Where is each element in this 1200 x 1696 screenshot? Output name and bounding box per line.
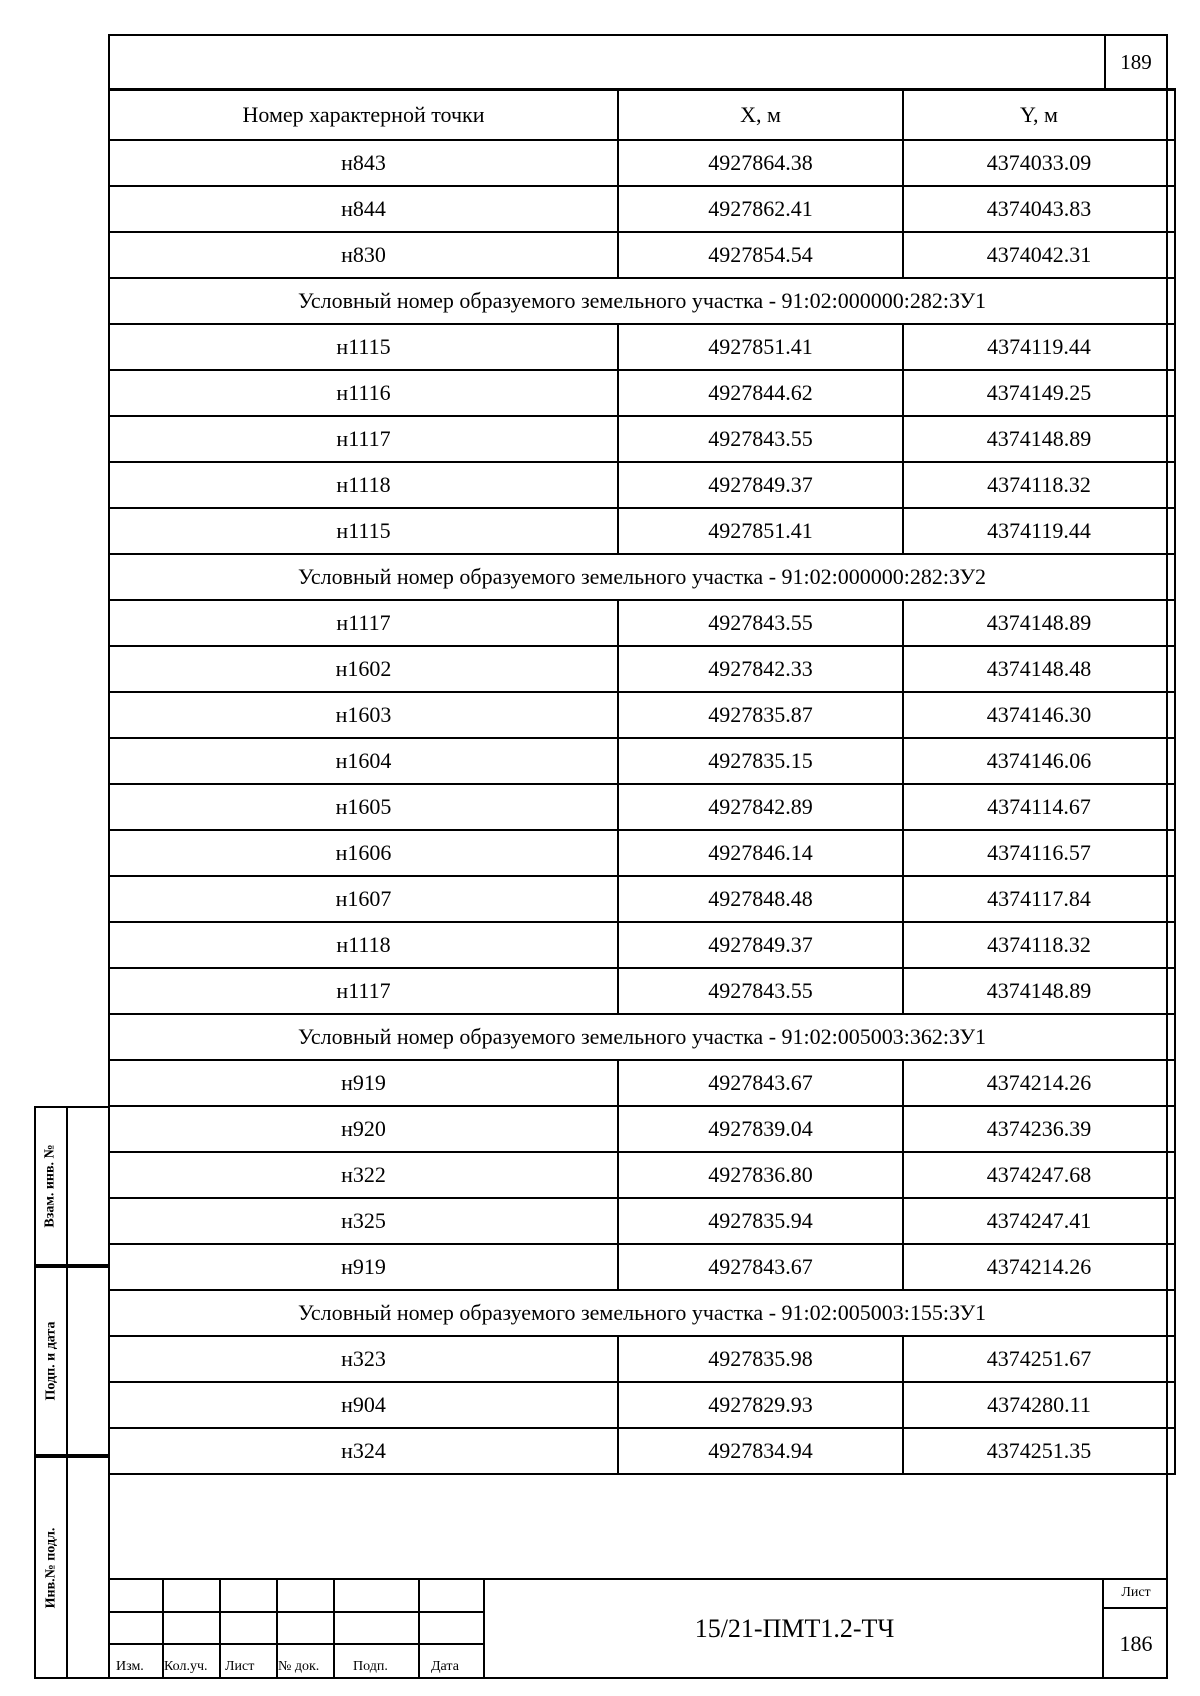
y-coord-cell: 4374118.32 — [903, 462, 1175, 508]
x-coord-cell: 4927834.94 — [618, 1428, 903, 1474]
x-coord-cell: 4927843.67 — [618, 1060, 903, 1106]
point-id-cell: н1602 — [109, 646, 618, 692]
x-coord-cell: 4927835.94 — [618, 1198, 903, 1244]
point-id-cell: н1115 — [109, 324, 618, 370]
stamp-col-doc: № док. — [278, 1659, 320, 1674]
y-coord-cell: 4374148.89 — [903, 600, 1175, 646]
x-coord-cell: 4927851.41 — [618, 324, 903, 370]
y-coord-cell: 4374251.35 — [903, 1428, 1175, 1474]
table-row — [109, 462, 1175, 508]
x-coord-cell: 4927844.62 — [618, 370, 903, 416]
table-row — [109, 232, 1175, 278]
sheet-box — [1102, 1579, 1168, 1679]
y-coord-cell: 4374214.26 — [903, 1244, 1175, 1290]
table-row — [109, 324, 1175, 370]
x-coord-cell: 4927835.15 — [618, 738, 903, 784]
point-id-cell: н1606 — [109, 830, 618, 876]
section-title: Условный номер образуемого земельного участка - 91:02:000000:282:ЗУ1 — [109, 278, 1175, 324]
x-coord-cell: 4927843.55 — [618, 600, 903, 646]
sheet-label: Лист — [1104, 1579, 1168, 1609]
table-row — [109, 830, 1175, 876]
section-title: Условный номер образуемого земельного участка - 91:02:005003:155:ЗУ1 — [109, 1290, 1175, 1336]
side-label-replacement-inv: Взам. инв. № — [43, 1144, 59, 1228]
x-coord-cell: 4927843.55 — [618, 416, 903, 462]
point-id-cell: н323 — [109, 1336, 618, 1382]
x-coord-cell: 4927849.37 — [618, 922, 903, 968]
stamp-col-change: Изм. — [116, 1659, 144, 1674]
point-id-cell: н1605 — [109, 784, 618, 830]
table-header-row — [109, 90, 1175, 141]
y-coord-cell: 4374149.25 — [903, 370, 1175, 416]
point-id-cell: н1115 — [109, 508, 618, 554]
y-coord-cell: 4374280.11 — [903, 1382, 1175, 1428]
table-row — [109, 738, 1175, 784]
header-point-number: Номер характерной точки — [109, 90, 618, 141]
page-number: 189 — [1104, 34, 1168, 90]
x-coord-cell: 4927851.41 — [618, 508, 903, 554]
header-x: X, м — [618, 90, 903, 141]
x-coord-cell: 4927849.37 — [618, 462, 903, 508]
title-block — [108, 1579, 1168, 1679]
table-row — [109, 508, 1175, 554]
y-coord-cell: 4374148.89 — [903, 416, 1175, 462]
table-body — [109, 140, 1175, 1474]
x-coord-cell: 4927848.48 — [618, 876, 903, 922]
x-coord-cell: 4927843.67 — [618, 1244, 903, 1290]
point-id-cell: н1607 — [109, 876, 618, 922]
y-coord-cell: 4374116.57 — [903, 830, 1175, 876]
side-label-original-inv: Инв.№ подл. — [43, 1527, 58, 1608]
y-coord-cell: 4374118.32 — [903, 922, 1175, 968]
point-id-cell: н322 — [109, 1152, 618, 1198]
section-title: Условный номер образуемого земельного участка - 91:02:005003:362:ЗУ1 — [109, 1014, 1175, 1060]
x-coord-cell: 4927842.33 — [618, 646, 903, 692]
y-coord-cell: 4374117.84 — [903, 876, 1175, 922]
y-coord-cell: 4374119.44 — [903, 508, 1175, 554]
point-id-cell: н324 — [109, 1428, 618, 1474]
x-coord-cell: 4927862.41 — [618, 186, 903, 232]
section-row — [109, 278, 1175, 324]
x-coord-cell: 4927836.80 — [618, 1152, 903, 1198]
side-label-sign-date: Подп. и дата — [43, 1321, 58, 1401]
x-coord-cell: 4927835.87 — [618, 692, 903, 738]
table-row — [109, 140, 1175, 186]
x-coord-cell: 4927843.55 — [618, 968, 903, 1014]
stamp-col-date: Дата — [431, 1659, 459, 1674]
table-row — [109, 784, 1175, 830]
x-coord-cell: 4927829.93 — [618, 1382, 903, 1428]
table-row — [109, 1198, 1175, 1244]
stamp-col-sheet: Лист — [225, 1659, 255, 1674]
table-row — [109, 186, 1175, 232]
y-coord-cell: 4374251.67 — [903, 1336, 1175, 1382]
y-coord-cell: 4374247.41 — [903, 1198, 1175, 1244]
point-id-cell: н1117 — [109, 968, 618, 1014]
point-id-cell: н1118 — [109, 922, 618, 968]
table-row — [109, 876, 1175, 922]
y-coord-cell: 4374114.67 — [903, 784, 1175, 830]
section-row — [109, 1290, 1175, 1336]
point-id-cell: н1116 — [109, 370, 618, 416]
y-coord-cell: 4374148.48 — [903, 646, 1175, 692]
point-id-cell: н830 — [109, 232, 618, 278]
side-box-sign-date — [34, 1266, 108, 1456]
table-row — [109, 692, 1175, 738]
side-box-replacement-inv — [34, 1106, 108, 1266]
y-coord-cell: 4374214.26 — [903, 1060, 1175, 1106]
y-coord-cell: 4374236.39 — [903, 1106, 1175, 1152]
table-row — [109, 1152, 1175, 1198]
point-id-cell: н920 — [109, 1106, 618, 1152]
side-box-original-inv — [34, 1456, 108, 1679]
y-coord-cell: 4374042.31 — [903, 232, 1175, 278]
sheet-number: 186 — [1119, 1631, 1153, 1656]
point-id-cell: н1604 — [109, 738, 618, 784]
table-row — [109, 922, 1175, 968]
y-coord-cell: 4374146.30 — [903, 692, 1175, 738]
table-row — [109, 646, 1175, 692]
x-coord-cell: 4927846.14 — [618, 830, 903, 876]
y-coord-cell: 4374119.44 — [903, 324, 1175, 370]
point-id-cell: н1118 — [109, 462, 618, 508]
y-coord-cell: 4374247.68 — [903, 1152, 1175, 1198]
point-id-cell: н904 — [109, 1382, 618, 1428]
document-code: 15/21-ПМТ1.2-ТЧ — [483, 1579, 1104, 1679]
point-id-cell: н1117 — [109, 600, 618, 646]
table-row — [109, 1382, 1175, 1428]
stamp-col-count: Кол.уч. — [164, 1659, 208, 1674]
y-coord-cell: 4374148.89 — [903, 968, 1175, 1014]
y-coord-cell: 4374033.09 — [903, 140, 1175, 186]
y-coord-cell: 4374043.83 — [903, 186, 1175, 232]
point-id-cell: н919 — [109, 1060, 618, 1106]
table-row — [109, 416, 1175, 462]
table-row — [109, 1428, 1175, 1474]
point-id-cell: н919 — [109, 1244, 618, 1290]
point-id-cell: н325 — [109, 1198, 618, 1244]
x-coord-cell: 4927842.89 — [618, 784, 903, 830]
x-coord-cell: 4927864.38 — [618, 140, 903, 186]
table-row — [109, 1106, 1175, 1152]
coordinates-table — [108, 88, 1176, 1475]
table-row — [109, 1060, 1175, 1106]
header-y: Y, м — [903, 90, 1175, 141]
table-row — [109, 1244, 1175, 1290]
table-row — [109, 370, 1175, 416]
point-id-cell: н1117 — [109, 416, 618, 462]
table-row — [109, 968, 1175, 1014]
point-id-cell: н844 — [109, 186, 618, 232]
section-row — [109, 554, 1175, 600]
point-id-cell: н843 — [109, 140, 618, 186]
y-coord-cell: 4374146.06 — [903, 738, 1175, 784]
table-row — [109, 600, 1175, 646]
x-coord-cell: 4927839.04 — [618, 1106, 903, 1152]
x-coord-cell: 4927854.54 — [618, 232, 903, 278]
stamp-col-sign: Подп. — [353, 1659, 388, 1674]
x-coord-cell: 4927835.98 — [618, 1336, 903, 1382]
section-row — [109, 1014, 1175, 1060]
table-row — [109, 1336, 1175, 1382]
point-id-cell: н1603 — [109, 692, 618, 738]
section-title: Условный номер образуемого земельного участка - 91:02:000000:282:ЗУ2 — [109, 554, 1175, 600]
revision-grid — [108, 1579, 483, 1679]
